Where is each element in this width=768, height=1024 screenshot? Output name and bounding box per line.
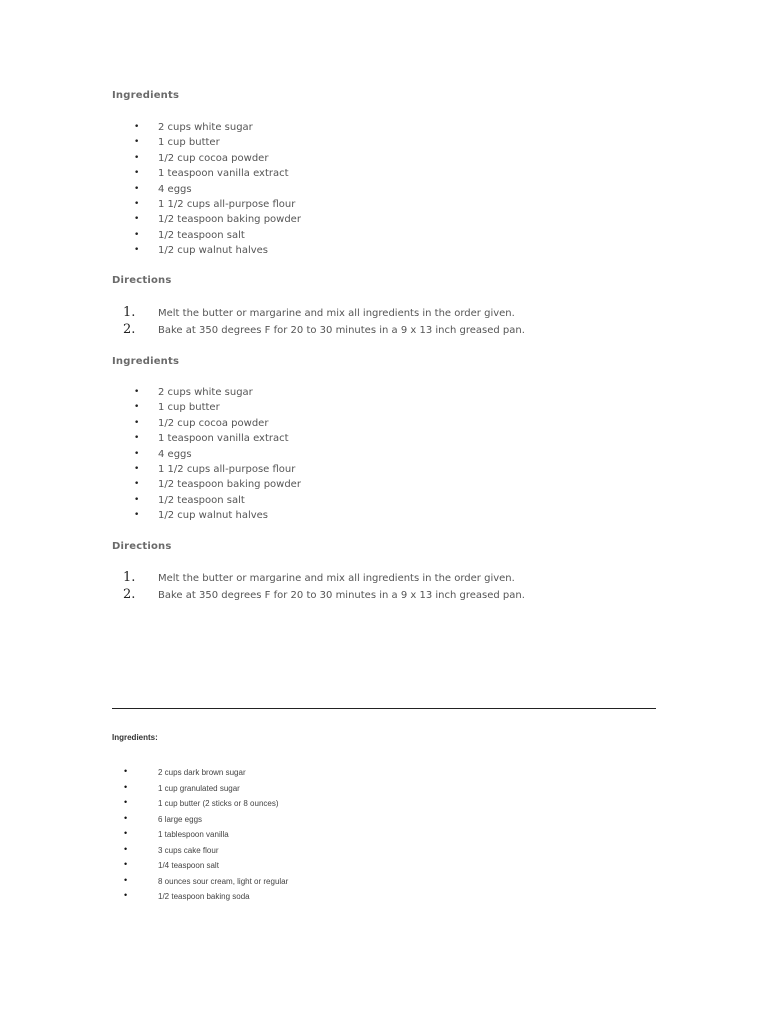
list-item-text: 4 eggs — [158, 183, 192, 195]
bullet-icon: • — [134, 387, 140, 397]
list-item-text: 2 cups white sugar — [158, 122, 253, 133]
bullet-icon: • — [134, 198, 140, 209]
bullet-icon: • — [134, 214, 140, 225]
list-item-text: 1/2 teaspoon baking powder — [158, 479, 301, 491]
bullet-icon: • — [124, 797, 128, 807]
bullet-icon: • — [134, 479, 140, 490]
step-number: 2. — [123, 322, 136, 337]
bullet-icon: • — [134, 245, 140, 256]
bullet-icon: • — [134, 137, 140, 148]
list-item-text: 2 cups white sugar — [158, 387, 253, 398]
list-item-text: 1 cup butter — [158, 137, 220, 149]
bullet-icon: • — [124, 766, 128, 776]
bullet-icon: • — [124, 781, 128, 792]
bullet-icon: • — [124, 843, 128, 854]
bullet-icon: • — [124, 874, 128, 885]
bullet-icon: • — [134, 152, 140, 163]
list-item-text: 1 1/2 cups all-purpose flour — [158, 198, 296, 210]
list-item-text: 1/2 cup cocoa powder — [158, 152, 269, 164]
bullet-icon: • — [134, 463, 140, 474]
bullet-icon: • — [134, 433, 140, 444]
list-item-text: 1 tablespoon vanilla — [158, 830, 229, 839]
list-item-text: Bake at 350 degrees F for 20 to 30 minutes in a 9 x 13 inch greased pan. — [158, 325, 525, 336]
bullet-icon: • — [134, 448, 140, 459]
list-item-text: Melt the butter or margarine and mix all ingredients in the order given. — [158, 573, 515, 584]
list-item-text: Melt the butter or margarine and mix all ingredients in the order given. — [158, 308, 515, 319]
list-item-text: 1 teaspoon vanilla extract — [158, 168, 289, 180]
ingredients-heading-3: Ingredients: — [112, 733, 158, 742]
bullet-icon: • — [134, 229, 140, 240]
bullet-icon: • — [134, 417, 140, 428]
list-item-text: 4 eggs — [158, 448, 192, 460]
list-item-text: 1 1/2 cups all-purpose flour — [158, 463, 296, 475]
horizontal-divider — [112, 708, 656, 709]
list-item-text: 3 cups cake flour — [158, 845, 219, 855]
step-number: 1. — [123, 570, 136, 585]
list-item-text: 2 cups dark brown sugar — [158, 768, 246, 777]
list-item-text: 8 ounces sour cream, light or regular — [158, 876, 289, 886]
directions-heading-2: Directions — [112, 541, 172, 552]
list-item-text: 6 large eggs — [158, 814, 203, 824]
directions-heading-1: Directions — [112, 275, 172, 286]
list-item-text: 1/2 teaspoon baking soda — [158, 892, 250, 901]
list-item-text: 1/2 cup walnut halves — [158, 510, 269, 522]
bullet-icon: • — [134, 168, 140, 179]
bullet-icon: • — [124, 828, 128, 838]
bullet-icon: • — [134, 122, 140, 132]
bullet-icon: • — [134, 494, 140, 505]
list-item-text: Bake at 350 degrees F for 20 to 30 minutes in a 9 x 13 inch greased pan. — [158, 590, 525, 601]
list-item-text: 1 teaspoon vanilla extract — [158, 433, 289, 445]
bullet-icon: • — [134, 402, 140, 413]
ingredients-heading-1: Ingredients — [112, 90, 180, 101]
list-item-text: 1/2 teaspoon salt — [158, 229, 245, 241]
list-item-text: 1 cup butter — [158, 402, 220, 414]
step-number: 1. — [123, 305, 136, 320]
list-item-text: 1/4 teaspoon salt — [158, 861, 219, 870]
bullet-icon: • — [134, 183, 140, 194]
list-item-text: 1 cup butter (2 sticks or 8 ounces) — [158, 799, 279, 808]
bullet-icon: • — [124, 812, 128, 823]
list-item-text: 1 cup granulated sugar — [158, 783, 240, 793]
bullet-icon: • — [134, 510, 140, 521]
list-item-text: 1/2 teaspoon baking powder — [158, 214, 301, 226]
bullet-icon: • — [124, 859, 128, 869]
list-item-text: 1/2 teaspoon salt — [158, 494, 245, 506]
bullet-icon: • — [124, 890, 128, 900]
list-item-text: 1/2 cup cocoa powder — [158, 417, 269, 429]
list-item-text: 1/2 cup walnut halves — [158, 245, 269, 257]
ingredients-heading-2: Ingredients — [112, 356, 180, 367]
step-number: 2. — [123, 587, 136, 602]
